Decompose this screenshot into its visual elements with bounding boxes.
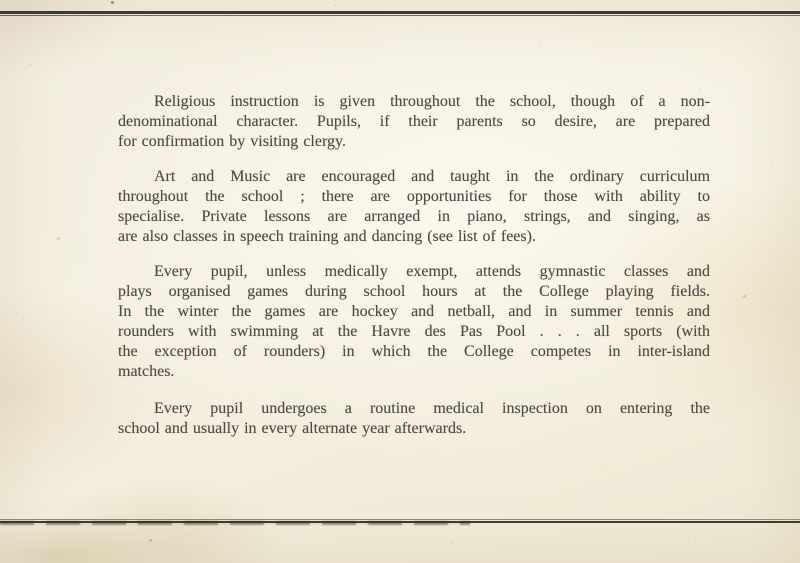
- paragraph-art-and-music: [118, 167, 710, 247]
- text-line: for confirmation by visiting clergy.: [118, 133, 346, 150]
- text-line: throughout the school ; there are opportunities for those with ability to: [118, 188, 710, 205]
- text-line: Every pupil undergoes a routine medical inspection on entering the: [154, 400, 710, 417]
- page-text: [118, 92, 710, 454]
- text-line: Every pupil, unless medically exempt, attends gymnastic classes and: [154, 263, 710, 280]
- text-line: Art and Music are encouraged and taught in the ordinary curriculum: [154, 168, 710, 185]
- text-line: specialise. Private lessons are arranged in piano, strings, and singing, as: [118, 208, 710, 225]
- text-line: In the winter the games are hockey and netball, and in summer tennis and: [118, 303, 710, 320]
- text-line: plays organised games during school hours at the College playing fields.: [118, 283, 710, 300]
- text-line: the exception of rounders) in which the College competes in inter-island: [118, 343, 710, 360]
- paper-speckles: [0, 0, 1, 1]
- text-line: rounders with swimming at the Havre des Pas Pool . . . all sports (with: [118, 323, 710, 340]
- paragraph-religious-instruction: [118, 92, 710, 152]
- bottom-border-rule: [0, 519, 800, 520]
- top-border-rule: [0, 11, 800, 14]
- text-line: matches.: [118, 363, 175, 380]
- text-line: are also classes in speech training and dancing (see list of fees).: [118, 228, 536, 245]
- paragraph-medical-inspection: [118, 399, 710, 439]
- paragraph-games-and-sport: [118, 262, 710, 382]
- text-line: Religious instruction is given throughout the school, though of a non-: [154, 93, 710, 110]
- ink-smudge: [0, 521, 470, 525]
- text-line: school and usually in every alternate year afterwards.: [118, 420, 467, 437]
- text-line: denominational character. Pupils, if their parents so desire, are prepared: [118, 113, 710, 130]
